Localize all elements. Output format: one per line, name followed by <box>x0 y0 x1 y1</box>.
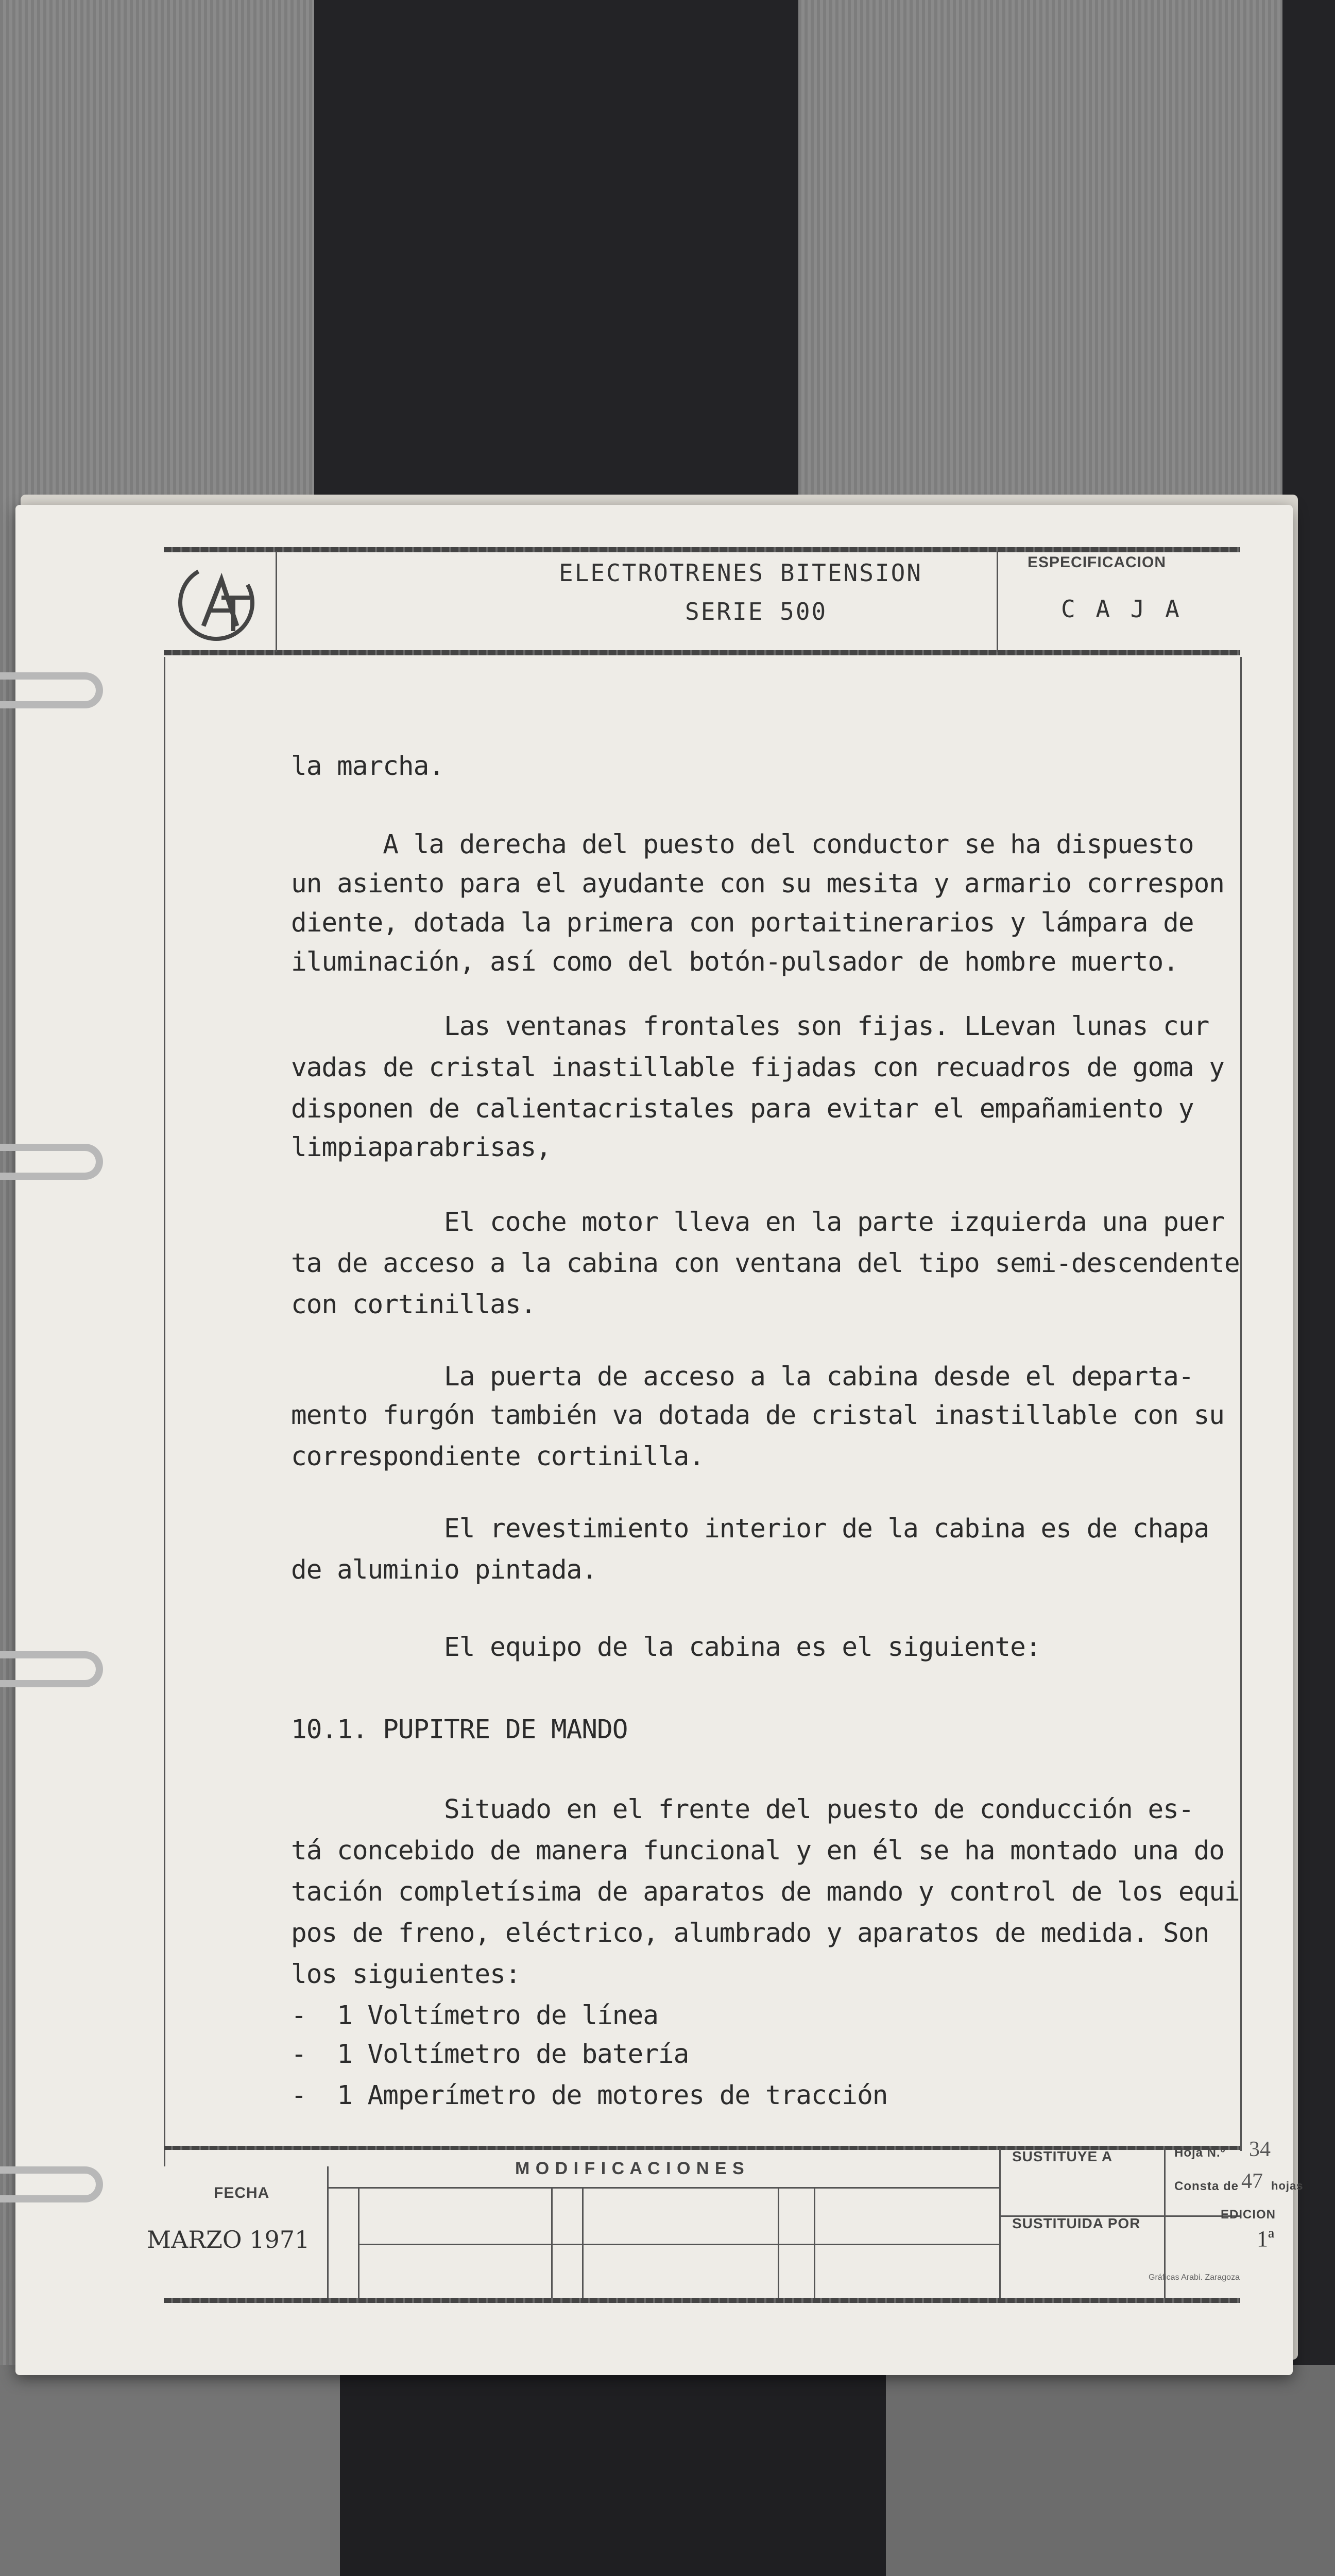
footer-mod-row-rule <box>358 2244 999 2245</box>
section-heading: 10.1. PUPITRE DE MANDO <box>291 1715 628 1745</box>
footer-divider-fecha <box>327 2166 329 2298</box>
footer-divider-5 <box>814 2187 815 2298</box>
consta-label: Consta de <box>1174 2179 1239 2193</box>
footer-divider-1 <box>358 2187 360 2298</box>
header-top-rule <box>164 547 1240 552</box>
sustituye-label: SUSTITUYE A <box>1012 2148 1113 2164</box>
body-line: tación completísima de aparatos de mando y control de los equi <box>291 1877 1240 1907</box>
spec-value: C A J A <box>1061 595 1183 623</box>
body-line: la marcha. <box>291 751 444 782</box>
body-line: con cortinillas. <box>291 1290 536 1320</box>
body-line: correspondiente cortinilla. <box>291 1442 705 1472</box>
list-item: - 1 Voltímetro de línea <box>291 2001 658 2031</box>
body-line: El equipo de la cabina es el siguiente: <box>291 1632 1041 1663</box>
body-line: limpiaparabrisas, <box>291 1132 551 1163</box>
binder-ring-2 <box>0 1144 103 1180</box>
caf-logo <box>173 559 260 647</box>
body-line: vadas de cristal inastillable fijadas con recuadros de goma y <box>291 1053 1224 1083</box>
header-bottom-rule <box>164 650 1240 655</box>
edicion-label: EDICION <box>1221 2208 1276 2222</box>
body-line: La puerta de acceso a la cabina desde el departa- <box>291 1362 1194 1392</box>
body-line: disponen de calientacristales para evitar el empañamiento y <box>291 1094 1194 1124</box>
modificaciones-label: M O D I F I C A C I O N E S <box>515 2159 745 2178</box>
printer-note: Gráficas Arabi. Zaragoza <box>1149 2273 1240 2282</box>
footer-mod-header-rule <box>327 2187 999 2189</box>
footer-divider-4 <box>778 2187 779 2298</box>
consta-value: 47 <box>1241 2170 1263 2193</box>
body-line: pos de freno, eléctrico, alumbrado y aparatos de medida. Son <box>291 1918 1209 1948</box>
footer-divider-2 <box>551 2187 553 2298</box>
header-divider-logo <box>276 551 277 652</box>
body-line: ta de acceso a la cabina con ventana del tipo semi-descendente <box>291 1248 1240 1279</box>
body-line: El revestimiento interior de la cabina es de chapa <box>291 1514 1209 1544</box>
body-line: Las ventanas frontales son fijas. LLevan lunas cur <box>291 1011 1209 1042</box>
hoja-label: Hoja N.º <box>1174 2146 1226 2160</box>
header-title-line2: SERIE 500 <box>685 598 828 625</box>
body-right-border <box>1240 657 1242 2151</box>
binder-ring-3 <box>0 1651 103 1687</box>
footer-bottom-rule <box>164 2298 1240 2303</box>
body-line: Situado en el frente del puesto de conducción es- <box>291 1794 1194 1825</box>
body-line: mento furgón también va dotada de cristal inastillable con su <box>291 1400 1224 1431</box>
hoja-value: 34 <box>1249 2138 1271 2161</box>
footer-divider-sustituye <box>999 2148 1001 2298</box>
body-line: los siguientes: <box>291 1959 521 1990</box>
sustituida-label: SUSTITUIDA POR <box>1012 2215 1141 2231</box>
body-line: de aluminio pintada. <box>291 1555 597 1585</box>
spec-label: ESPECIFICACION <box>1028 554 1167 571</box>
body-left-border <box>164 657 165 2166</box>
background-lower-band <box>0 2365 1335 2576</box>
body-line: iluminación, así como del botón-pulsador de hombre muerto. <box>291 947 1178 977</box>
body-line: A la derecha del puesto del conductor se ha dispuesto <box>291 829 1194 860</box>
edicion-value: 1ª <box>1257 2226 1275 2251</box>
fecha-value: MARZO 1971 <box>147 2226 310 2253</box>
binder-ring-4 <box>0 2166 103 2202</box>
header-divider-spec <box>997 551 998 652</box>
list-item: - 1 Voltímetro de batería <box>291 2039 689 2070</box>
hojas-label: hojas <box>1271 2179 1304 2192</box>
footer-divider-3 <box>582 2187 584 2298</box>
header-title-line1: ELECTROTRENES BITENSION <box>559 559 922 587</box>
list-item: - 1 Amperímetro de motores de tracción <box>291 2080 888 2111</box>
binder-ring-1 <box>0 672 103 708</box>
body-line: un asiento para el ayudante con su mesita y armario correspon <box>291 869 1224 899</box>
fecha-label: FECHA <box>214 2184 270 2201</box>
body-line: diente, dotada la primera con portaitinerarios y lámpara de <box>291 908 1194 938</box>
body-line: tá concebido de manera funcional y en él se ha montado una do <box>291 1836 1224 1866</box>
body-line: El coche motor lleva en la parte izquierda una puer <box>291 1207 1224 1238</box>
